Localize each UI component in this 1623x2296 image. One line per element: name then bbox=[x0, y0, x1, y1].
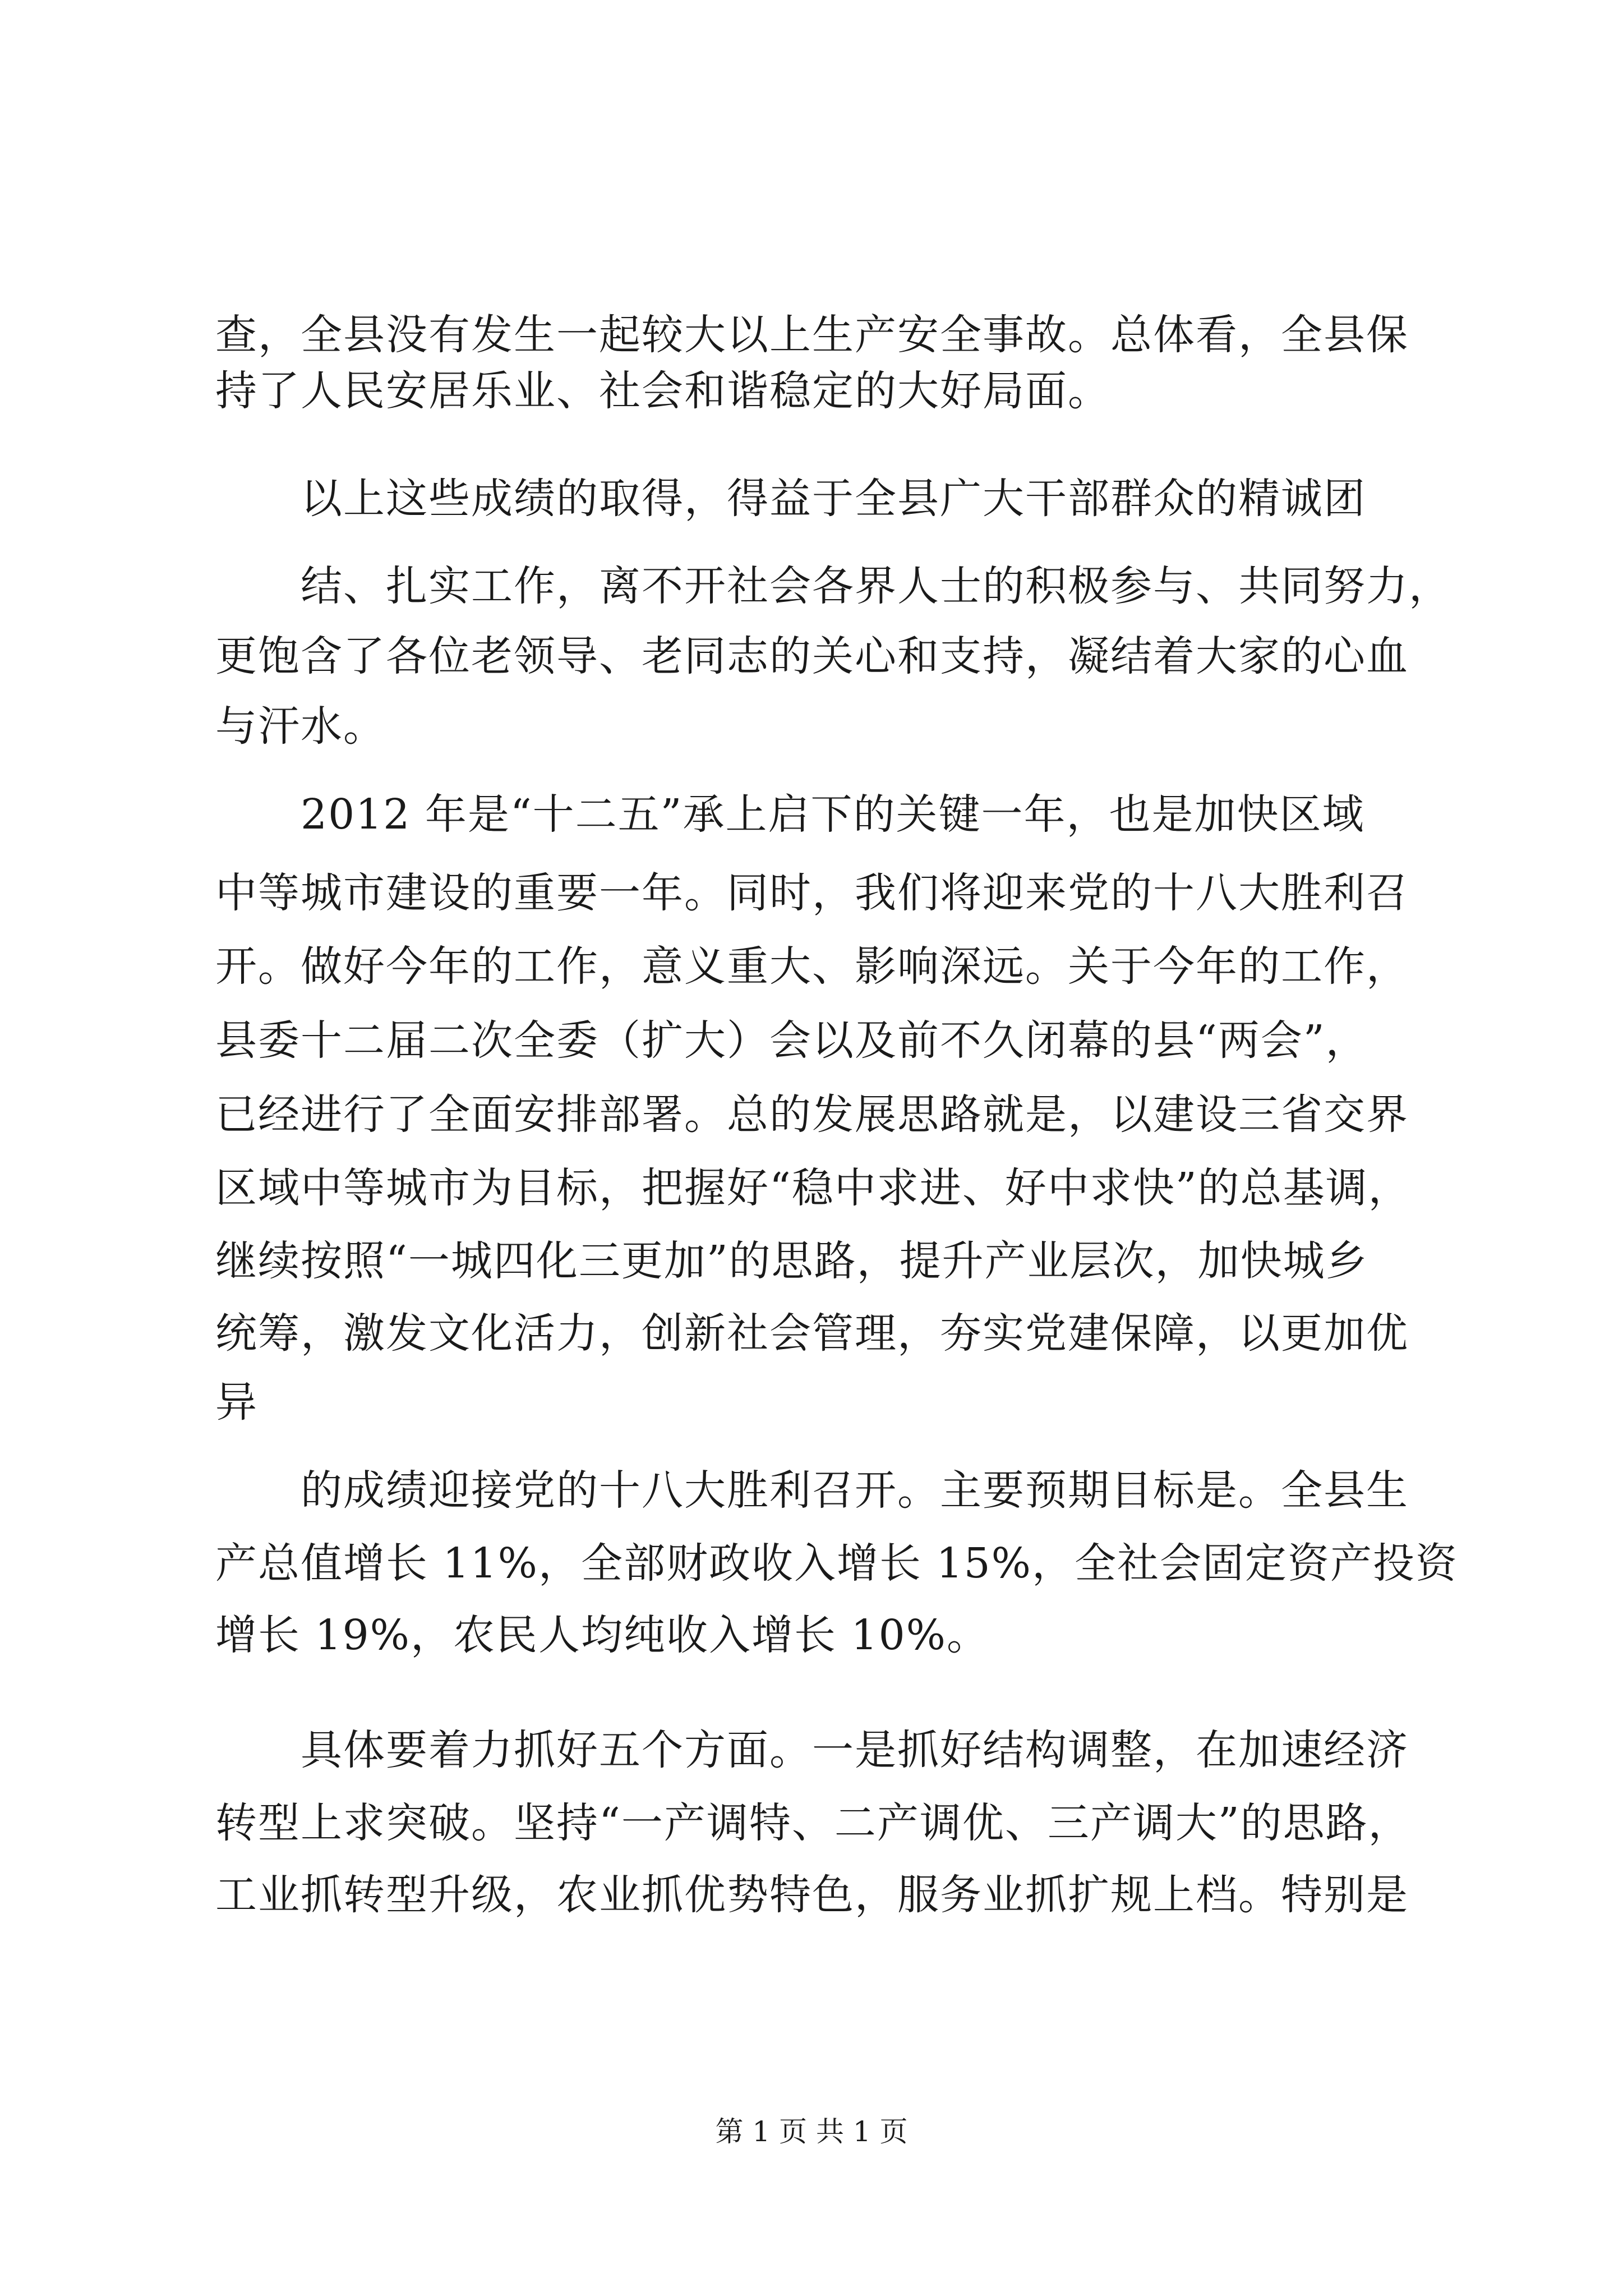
text-line: 增长 19%，农民人均纯收入增长 10%。 bbox=[215, 1611, 989, 1659]
text-line: 区域中等城市为目标，把握好“稳中求进、好中求快”的总基调， bbox=[215, 1164, 1411, 1212]
text-line: 具体要着力抓好五个方面。一是抓好结构调整，在加速经济 bbox=[301, 1726, 1409, 1774]
text-line: 工业抓转型升级，农业抓优势特色，服务业抓扩规上档。特别是 bbox=[215, 1871, 1409, 1919]
text-line: 查，全县没有发生一起较大以上生产安全事故。总体看，全县保 bbox=[215, 311, 1409, 359]
text-line: 产总值增长 11%，全部财政收入增长 15%，全社会固定资产投资 bbox=[215, 1539, 1458, 1588]
text-line: 结、扎实工作，离不开社会各界人士的积极参与、共同努力， bbox=[301, 562, 1451, 610]
text-line: 的成绩迎接党的十八大胜利召开。主要预期目标是。全县生 bbox=[301, 1466, 1409, 1515]
text-line: 更饱含了各位老领导、老同志的关心和支持，凝结着大家的心血 bbox=[215, 632, 1409, 680]
text-line: 继续按照“一城四化三更加”的思路，提升产业层次，加快城乡 bbox=[215, 1237, 1368, 1285]
text-line: 以上这些成绩的取得，得益于全县广大干部群众的精诚团 bbox=[301, 475, 1366, 523]
text-line: 2012 年是“十二五”承上启下的关键一年，也是加快区域 bbox=[301, 790, 1365, 839]
text-line: 县委十二届二次全委（扩大）会以及前不久闭幕的县“两会”， bbox=[215, 1016, 1368, 1065]
text-line: 中等城市建设的重要一年。同时，我们将迎来党的十八大胜利召 bbox=[215, 869, 1409, 917]
text-line: 已经进行了全面安排部署。总的发展思路就是，以建设三省交界 bbox=[215, 1091, 1409, 1139]
text-line: 异 bbox=[215, 1378, 258, 1427]
text-line: 与汗水。 bbox=[215, 702, 386, 751]
text-line: 转型上求突破。坚持“一产调特、二产调优、三产调大”的思路， bbox=[215, 1799, 1411, 1847]
text-line: 开。做好今年的工作，意义重大、影响深远。关于今年的工作， bbox=[215, 942, 1409, 991]
text-line: 持了人民安居乐业、社会和谐稳定的大好局面。 bbox=[215, 367, 1110, 415]
page-footer: 第 1 页 共 1 页 bbox=[715, 2115, 908, 2148]
text-line: 统筹，激发文化活力，创新社会管理，夯实党建保障，以更加优 bbox=[215, 1309, 1409, 1358]
